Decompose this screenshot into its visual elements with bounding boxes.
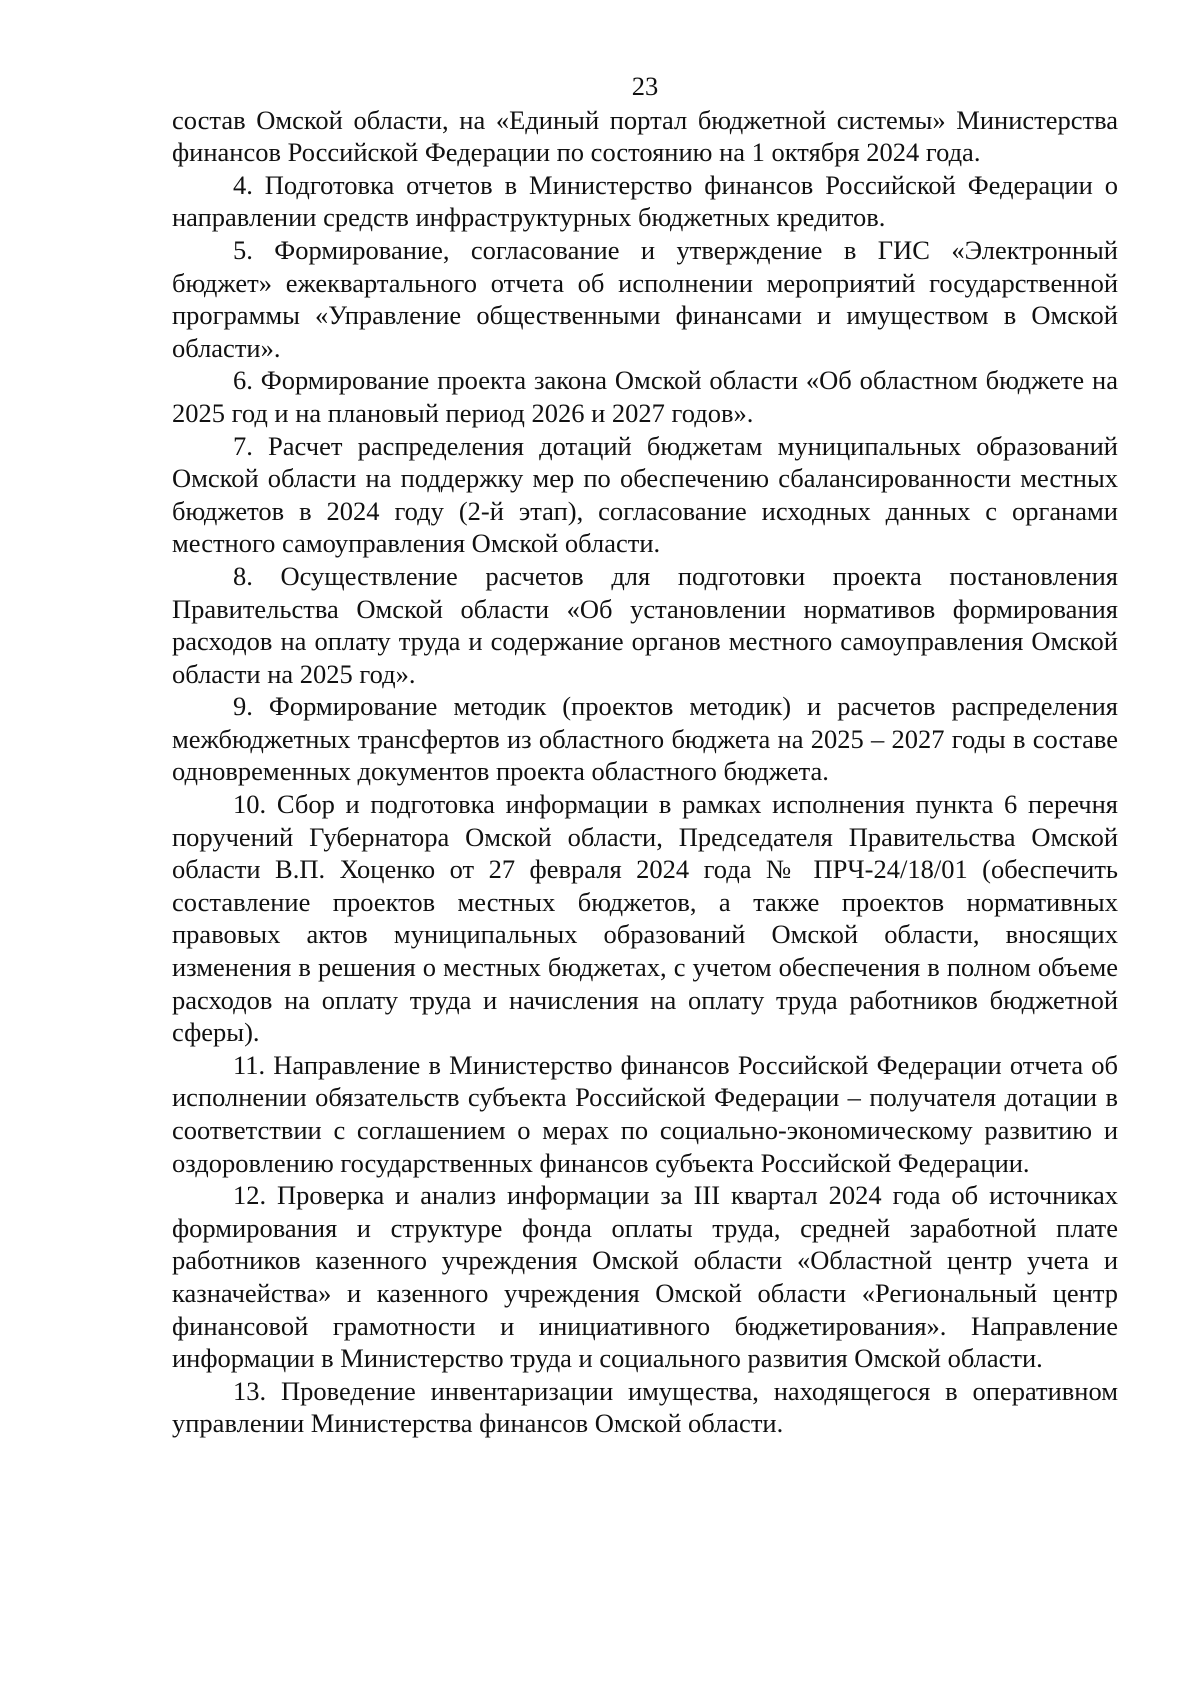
paragraph-item-6: 6. Формирование проекта закона Омской области «Об областном бюджете на 2025 год и на плановый период 2026 и 2027 годов». (172, 365, 1118, 428)
paragraph-item-5: 5. Формирование, согласование и утверждение в ГИС «Электронный бюджет» ежеквартального отчета об исполнении мероприятий государственной программы «Управление общественными финансами и имуществом в Омской области». (172, 234, 1118, 363)
page-number: 23 (631, 71, 659, 101)
paragraph-item-13: 13. Проведение инвентаризации имущества, находящегося в оперативном управлении Министерства финансов Омской области. (172, 1375, 1118, 1439)
paragraph-continuation: состав Омской области, на «Единый портал бюджетной системы» Министерства финансов Российской Федерации по состоянию на 1 октября 2024 года. (172, 104, 1118, 168)
paragraph-item-11: 11. Направление в Министерство финансов Российской Федерации отчета об исполнении обязательств субъекта Российской Федерации – получателя дотации в соответствии с соглашением о мерах по социально-экономическому развитию и оздоровлению государственных финансов субъекта Российской Федерации. (172, 1049, 1118, 1178)
paragraph-item-9: 9. Формирование методик (проектов методик) и расчетов распределения межбюджетных трансфертов из областного бюджета на 2025 – 2027 годы в составе одновременных документов проекта областного бюджета. (172, 691, 1118, 787)
paragraph-item-12: 12. Проверка и анализ информации за III квартал 2024 года об источниках формирования и структуре фонда оплаты труда, средней заработной плате работников казенного учреждения Омской области «Областной центр учета и казначейства» и казенного учреждения Омской области «Региональный центр финансовой грамотности и инициативного бюджетирования». Направление информации в Министерство труда и социального развития Омской области. (172, 1180, 1118, 1374)
paragraph-item-7: 7. Расчет распределения дотаций бюджетам муниципальных образований Омской области на поддержку мер по обеспечению сбалансированности местных бюджетов в 2024 году (2-й этап), согласование исходных данных с органами местного самоуправления Омской области. (172, 430, 1118, 559)
document-body (172, 104, 1118, 1440)
document-page (172, 70, 1118, 1440)
paragraph-item-8: 8. Осуществление расчетов для подготовки проекта постановления Правительства Омской области «Об установлении нормативов формирования расходов на оплату труда и содержание органов местного самоуправления Омской области на 2025 год». (172, 560, 1118, 689)
paragraph-item-4: 4. Подготовка отчетов в Министерство финансов Российской Федерации о направлении средств инфраструктурных бюджетных кредитов. (172, 169, 1118, 233)
paragraph-item-10: 10. Сбор и подготовка информации в рамках исполнения пункта 6 перечня поручений Губернатора Омской области, Председателя Правительства Омской области В.П. Хоценко от 27 февраля 2024 года № ПРЧ-24/18/01 (обеспечить составление проектов местных бюджетов, а также проектов нормативных правовых актов муниципальных образований Омской области, вносящих изменения в решения о местных бюджетах, с учетом обеспечения в полном объеме расходов на оплату труда и начисления на оплату труда работников бюджетной сферы). (172, 789, 1118, 1048)
